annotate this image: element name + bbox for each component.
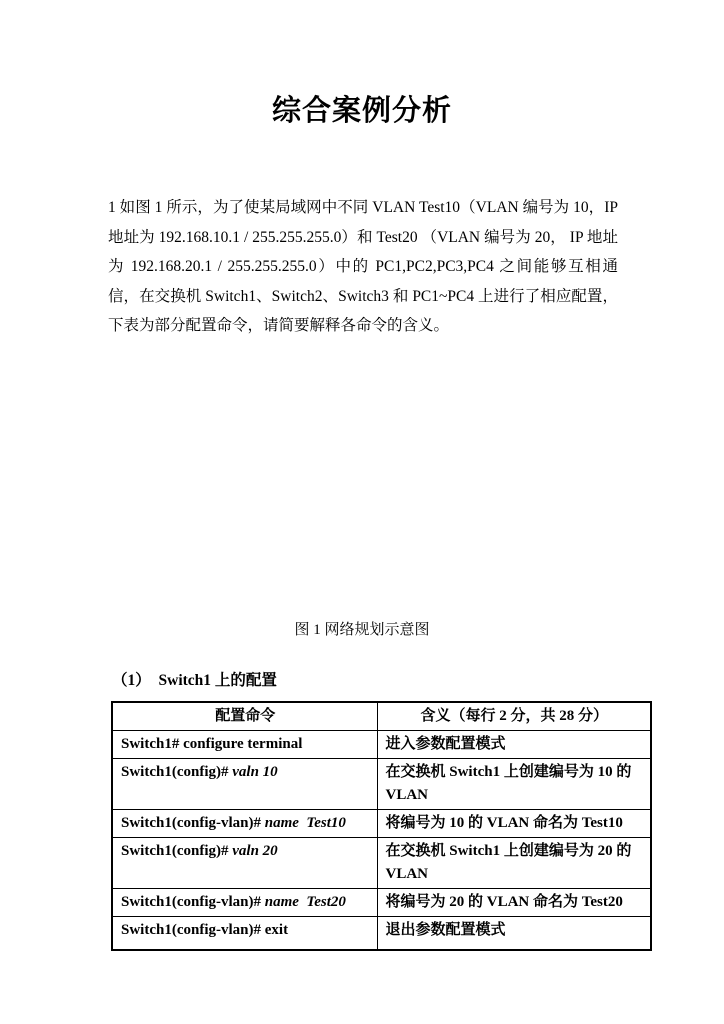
command-prefix: Switch1# configure terminal: [121, 736, 303, 752]
command-args: valn 10: [232, 764, 278, 780]
command-cell: [112, 759, 377, 810]
section-heading: （1） Switch1 上的配置: [112, 672, 277, 689]
config-table-body: [112, 731, 651, 951]
table-row: [112, 759, 651, 810]
command-prefix: Switch1(config-vlan)# exit: [121, 922, 289, 938]
command-cell: [112, 810, 377, 838]
command-args: valn 20: [232, 843, 278, 859]
command-prefix: Switch1(config-vlan)#: [121, 815, 265, 831]
meaning-cell: 将编号为 20 的 VLAN 命名为 Test20: [377, 889, 651, 917]
table-row: [112, 838, 651, 889]
figure-caption: 图 1 网络规划示意图: [294, 622, 430, 638]
command-cell: [112, 917, 377, 951]
meaning-cell: 进入参数配置模式: [377, 731, 651, 759]
command-cell: [112, 889, 377, 917]
table-header-command: 配置命令: [112, 702, 377, 731]
table-row: [112, 810, 651, 838]
meaning-cell: 在交换机 Switch1 上创建编号为 20 的 VLAN: [377, 838, 651, 889]
command-cell: [112, 731, 377, 759]
command-prefix: Switch1(config)#: [121, 843, 233, 859]
meaning-cell: 在交换机 Switch1 上创建编号为 10 的 VLAN: [377, 759, 651, 810]
command-args: name Test20: [264, 894, 346, 910]
table-header-row: [112, 702, 651, 731]
intro-paragraph: 1 如图 1 所示，为了使某局域网中不同 VLAN Test10（VLAN 编号为 10，IP 地址为 192.168.10.1 / 255.255.255.0）和 Test20 （VLAN 编号为 20， IP 地址为 192.168.20.1 / 255.255.255.0）中的 PC1,PC2,PC3,PC4 之间能够互相通信，在交换机 Switch1、Switch2、Switch3 和 PC1~PC4 上进行了相应配置，下表为部分配置命令，请简要解释各命令的含义。: [108, 199, 618, 334]
meaning-cell: 退出参数配置模式: [377, 917, 651, 951]
command-prefix: Switch1(config)#: [121, 764, 233, 780]
table-row: [112, 731, 651, 759]
config-table: [111, 701, 652, 951]
table-row: [112, 889, 651, 917]
table-header-meaning: 含义（每行 2 分，共 28 分）: [377, 702, 651, 731]
table-row: [112, 917, 651, 951]
command-args: name Test10: [264, 815, 346, 831]
command-prefix: Switch1(config-vlan)#: [121, 894, 265, 910]
command-cell: [112, 838, 377, 889]
meaning-cell: 将编号为 10 的 VLAN 命名为 Test10: [377, 810, 651, 838]
document-title: 综合案例分析: [271, 95, 452, 127]
